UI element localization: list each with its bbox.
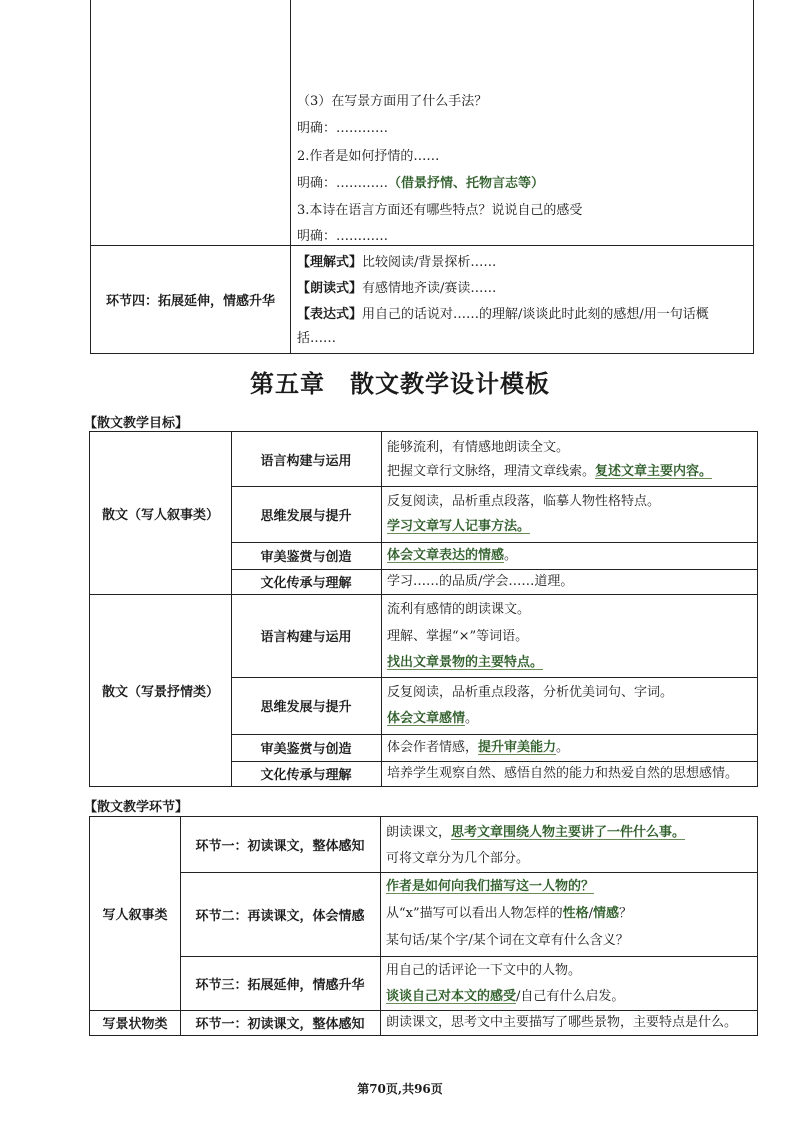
content-cell (380, 956, 757, 1010)
chapter-title: 第五章 散文教学设计模板 (250, 369, 550, 398)
text-run: 比较阅读/背景探析…… (362, 255, 497, 270)
text-line: 理解、掌握“×”等词语。 (387, 629, 529, 644)
text-line (387, 740, 569, 756)
text-line (386, 906, 632, 922)
genre-label: 散文（写人叙事类） (90, 432, 232, 594)
narrative-block (90, 432, 757, 595)
text-line: 可将文章分为几个部分。 (386, 851, 530, 866)
text-line (297, 176, 544, 192)
page-number: 第70页,共96页 (357, 1082, 443, 1096)
table-row (180, 1010, 757, 1035)
text-line: 明确：………… (297, 229, 389, 244)
text-line: 明确：………… (297, 121, 389, 136)
highlight-text: 复述文章主要内容。 (595, 464, 713, 479)
table-row (180, 956, 757, 1011)
stage-content (290, 245, 753, 353)
text-run: 。 (504, 548, 518, 563)
text-line (387, 519, 530, 535)
text-line: 朗读课文，思考文中主要描写了哪些景物，主要特点是什么。 (386, 1015, 738, 1030)
content-cell (381, 542, 757, 569)
content-cell (381, 432, 757, 486)
category-label: 审美鉴赏与创造 (231, 734, 382, 761)
analysis-cell (290, 0, 753, 245)
highlight-text: 体会文章 (387, 711, 440, 726)
goals-table (89, 431, 758, 787)
text-line: 括…… (297, 331, 337, 346)
text-line: 培养学生观察自然、感悟自然的能力和热爱自然的思想感情。 (387, 766, 739, 781)
highlight-text: 找出文章景物的主要特点。 (387, 655, 544, 670)
text-run: / (588, 906, 594, 921)
table-row (231, 432, 757, 487)
text-run: ？ (619, 906, 633, 921)
content-cell (381, 486, 757, 542)
genre-label: 散文（写景抒情类） (90, 594, 232, 786)
scenery-block (90, 594, 757, 786)
text-line: 用自己的话评论一下文中的人物。 (386, 963, 582, 978)
text-line: 某句话/某个字/某个词在文章有什么含义？ (386, 933, 629, 948)
text-run: 。 (465, 711, 479, 726)
text-line (387, 711, 478, 727)
text-run: 从“x”描写可以看出人物怎样的 (386, 906, 563, 921)
category-label: 语言构建与运用 (231, 594, 382, 677)
text-run: 有感情地齐读/赛读…… (362, 281, 497, 296)
highlight-text: 感情 (439, 711, 466, 726)
text-line: 能够流利，有情感地朗读全文。 (387, 440, 570, 455)
text-line (297, 255, 496, 271)
content-cell (380, 872, 757, 956)
text-line: 3.本诗在语言方面还有哪些特点？说说自己的感受 (297, 203, 583, 218)
lesson-table-continued (90, 0, 754, 354)
category-label: 语言构建与运用 (231, 432, 382, 486)
text-line: （3）在写景方面用了什么手法？ (297, 94, 488, 109)
table-row (231, 677, 757, 735)
steps-table (89, 816, 758, 1036)
text-line: 反复阅读，品析重点段落，临摹人物性格特点。 (387, 494, 661, 509)
section-heading: 【散文教学目标】 (84, 416, 189, 431)
highlight-text: 思考文章围绕人物主要讲了一件什么事。 (451, 825, 686, 840)
text-line (297, 307, 709, 323)
highlight-text: 情感 (593, 906, 620, 921)
tag-label: 【朗读式】 (297, 281, 363, 296)
section-heading: 【散文教学环节】 (84, 800, 189, 815)
text-line: 学习……的品质/学会……道理。 (387, 574, 574, 589)
genre-label: 写景状物类 (90, 1010, 181, 1035)
table-row (180, 817, 757, 873)
table-row (180, 872, 757, 957)
content-cell (380, 1010, 757, 1035)
text-run: 体会作者情感， (387, 740, 479, 755)
text-line (387, 548, 517, 564)
text-line: 反复阅读，品析重点段落，分析优美词句、字词。 (387, 685, 674, 700)
category-label: 文化传承与理解 (231, 761, 382, 786)
text-line (387, 655, 543, 671)
text-line (386, 825, 685, 841)
text-run: 明确：………… (297, 176, 389, 191)
text-run: 朗读课文， (386, 825, 452, 840)
stage-label: 环节二：再读课文，体会情感 (180, 872, 381, 956)
category-label: 审美鉴赏与创造 (231, 542, 382, 569)
genre-label: 写人叙事类 (90, 817, 181, 1011)
tag-label: 【理解式】 (297, 255, 363, 270)
highlight-text: （借景抒情、托物言志等） (388, 176, 545, 191)
table-row (231, 542, 757, 570)
highlight-text: 作者是如何向我们描写这一人物的？ (386, 879, 595, 894)
content-cell (381, 594, 757, 677)
text-run: /自己有什么启发。 (516, 989, 625, 1004)
text-line (386, 989, 624, 1005)
table-row (231, 761, 757, 786)
highlight-text: 情感 (478, 548, 505, 563)
text-run: 把握文章行文脉络，理清文章线索。 (387, 464, 596, 479)
highlight-text: 学习文章写人记事方法。 (387, 519, 531, 534)
stage-label: 环节一：初读课文，整体感知 (180, 1010, 381, 1035)
table-row (231, 569, 757, 594)
tag-label: 【表达式】 (297, 307, 363, 322)
content-cell (380, 817, 757, 872)
highlight-text: 谈谈自己对本文的感受 (386, 989, 517, 1004)
content-cell (381, 734, 757, 761)
table-row (91, 245, 753, 353)
text-line: 流利有感情的朗读课文。 (387, 602, 531, 617)
content-cell (381, 761, 757, 786)
text-line (387, 464, 712, 480)
stage-label: 环节四：拓展延伸，情感升华 (105, 293, 275, 309)
stage-label: 环节三：拓展延伸，情感升华 (180, 956, 381, 1010)
text-line (386, 879, 594, 895)
highlight-text: 提升审美能力 (478, 740, 557, 755)
highlight-text: 性格 (562, 906, 589, 921)
table-row (231, 594, 757, 678)
text-line (297, 281, 496, 297)
text-line: 2.作者是如何抒情的…… (297, 149, 440, 164)
text-run: 。 (556, 740, 570, 755)
content-cell (381, 677, 757, 734)
highlight-text: 体会文章表达的 (387, 548, 479, 563)
table-row (231, 734, 757, 762)
category-label: 思维发展与提升 (231, 486, 382, 542)
category-label: 思维发展与提升 (231, 677, 382, 734)
text-run: 用自己的话说对……的理解/谈谈此时此刻的感想/用一句话概 (362, 307, 709, 322)
table-row (231, 486, 757, 543)
table-row (91, 0, 753, 246)
category-label: 文化传承与理解 (231, 569, 382, 594)
content-cell (381, 569, 757, 594)
stage-label: 环节一：初读课文，整体感知 (180, 817, 381, 872)
